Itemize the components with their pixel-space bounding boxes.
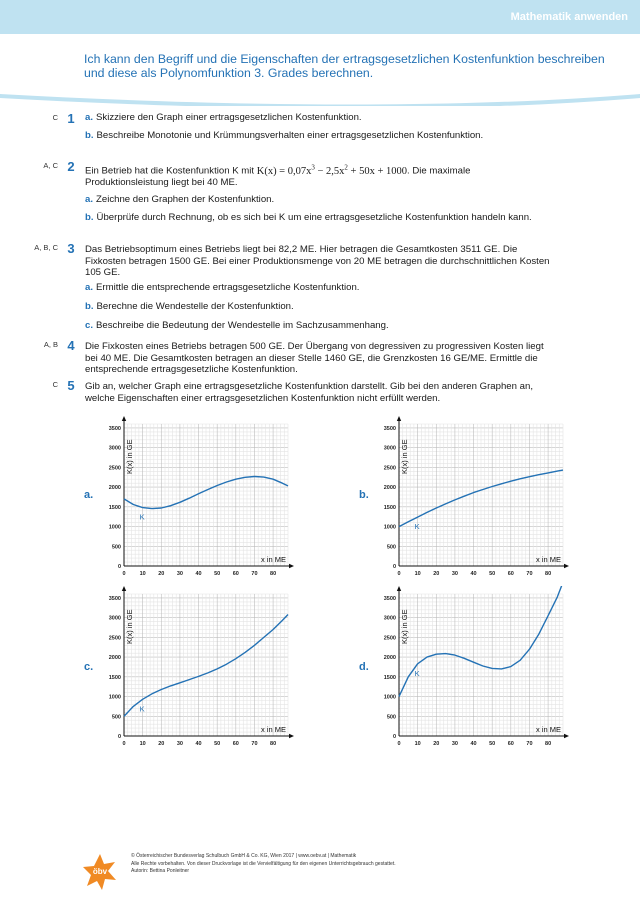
- footer-rights: Alle Rechte vorbehalten. Von dieser Druckvorlage ist die Vervielfältigung für den eigenen Unterrichtsgebrauch gestattet.: [131, 860, 396, 867]
- x-tick-label: 40: [195, 741, 202, 747]
- x-tick-label: 70: [251, 571, 258, 577]
- x-tick-label: 0: [122, 571, 126, 577]
- task-text: [85, 162, 555, 189]
- formula-part: K(x) = 0,07x: [256, 165, 312, 177]
- task-number: 3: [67, 241, 75, 256]
- y-tick-label: 3000: [108, 445, 121, 452]
- chart-label-a: a.: [84, 489, 94, 501]
- y-tick-label: 2000: [383, 485, 396, 492]
- page-title: Ich kann den Begriff und die Eigenschaften der ertragsgesetzlichen Kostenfunktion beschreiben und diese als Polynomfunktion 3. Grades berechnen.: [84, 52, 605, 80]
- chart-a: [100, 416, 294, 578]
- sub-text: Überprüfe durch Rechnung, ob es sich bei K um eine ertragsgesetzliche Kostenfunktion handeln kann.: [96, 212, 532, 223]
- x-tick-label: 80: [270, 741, 277, 747]
- x-tick-label: 50: [214, 741, 221, 747]
- y-tick-label: 2500: [108, 465, 121, 472]
- cost-formula: [256, 163, 407, 177]
- y-axis-label: K(x) in GE: [400, 439, 409, 474]
- y-tick-label: 1500: [108, 504, 121, 511]
- y-tick-label: 0: [392, 564, 396, 570]
- x-tick-label: 80: [270, 571, 277, 577]
- task-sub-item: [85, 212, 565, 224]
- x-tick-label: 50: [489, 741, 496, 747]
- x-tick-label: 50: [214, 571, 221, 577]
- sub-letter: b.: [85, 130, 94, 141]
- x-tick-label: 30: [451, 741, 458, 747]
- y-axis-arrow: [122, 416, 126, 421]
- sub-text: Ermittle die entsprechende ertragsgesetzliche Kostenfunktion.: [96, 282, 360, 293]
- task-text-after: . Die maximale Produktionsleistung liegt bei 40 ME.: [85, 165, 471, 188]
- y-tick-label: 500: [111, 714, 121, 721]
- y-tick-label: 3000: [383, 445, 396, 452]
- task-category: A, C: [43, 161, 58, 170]
- task-number: 2: [67, 159, 75, 174]
- y-tick-label: 2500: [383, 635, 396, 642]
- y-tick-label: 2000: [108, 485, 121, 492]
- task-number: 1: [67, 111, 75, 126]
- series-label-k: K: [139, 512, 145, 522]
- footer-author: Autorin: Bettina Ponleitner: [131, 868, 190, 874]
- y-tick-label: 3500: [108, 425, 121, 432]
- y-tick-label: 0: [392, 734, 396, 740]
- footer-text: [131, 853, 396, 876]
- task-sub-item: [85, 130, 565, 142]
- x-tick-label: 40: [195, 571, 202, 577]
- formula-exponent: 3: [311, 163, 315, 171]
- sub-letter: a.: [85, 282, 94, 293]
- x-tick-label: 10: [414, 571, 421, 577]
- x-tick-label: 70: [526, 571, 533, 577]
- x-tick-label: 40: [470, 571, 477, 577]
- task-category: C: [52, 113, 58, 122]
- y-tick-label: 3500: [383, 425, 396, 432]
- y-tick-label: 500: [386, 544, 396, 551]
- x-tick-label: 60: [507, 571, 514, 577]
- chart-label-b: b.: [359, 489, 369, 501]
- x-axis-arrow: [289, 734, 294, 738]
- x-tick-label: 50: [489, 571, 496, 577]
- x-axis-arrow: [564, 564, 569, 568]
- sub-letter: b.: [85, 301, 94, 312]
- x-axis-label: x in ME: [260, 725, 286, 734]
- y-tick-label: 2500: [383, 465, 396, 472]
- chart-label-c: c.: [84, 661, 94, 673]
- logo-text: öbv: [92, 867, 108, 876]
- x-tick-label: 30: [451, 571, 458, 577]
- sub-text: Berechne die Wendestelle der Kostenfunktion.: [96, 301, 294, 312]
- task-text: Gib an, welcher Graph eine ertragsgesetzliche Kostenfunktion darstellt. Gib bei den anderen Graphen an, welche Eigenschaften einer ertragsgesetzlichen Kostenfunktion nicht erfüllt werden.: [85, 381, 533, 404]
- x-tick-label: 20: [158, 741, 165, 747]
- y-tick-label: 0: [117, 734, 121, 740]
- sub-letter: a.: [85, 194, 94, 205]
- task-sub-item: [85, 112, 565, 124]
- x-tick-label: 20: [433, 571, 440, 577]
- y-tick-label: 3500: [383, 595, 396, 602]
- x-axis-arrow: [564, 734, 569, 738]
- x-tick-label: 20: [158, 571, 165, 577]
- y-tick-label: 3000: [108, 615, 121, 622]
- x-tick-label: 10: [139, 571, 146, 577]
- task-number: 4: [67, 338, 75, 353]
- task-sub-item: [85, 282, 565, 294]
- footer-copyright: © Österreichischer Bundesverlag Schulbuch GmbH & Co. KG, Wien 2017 | www.oebv.at | Mathematik: [131, 853, 357, 859]
- y-tick-label: 3500: [108, 595, 121, 602]
- y-tick-label: 3000: [383, 615, 396, 622]
- x-tick-label: 70: [526, 741, 533, 747]
- y-tick-label: 1000: [383, 524, 396, 531]
- chart-d: [375, 586, 569, 748]
- sub-text: Beschreibe Monotonie und Krümmungsverhalten einer ertragsgesetzlichen Kostenfunktion.: [96, 130, 484, 141]
- task-category: A, B: [43, 340, 58, 349]
- x-axis-label: x in ME: [535, 725, 561, 734]
- task-category: A, B, C: [34, 243, 58, 252]
- formula-part: + 50x + 1000: [347, 165, 407, 177]
- x-tick-label: 60: [507, 741, 514, 747]
- x-tick-label: 60: [232, 741, 239, 747]
- y-axis-arrow: [122, 586, 126, 591]
- y-tick-label: 1000: [108, 694, 121, 701]
- series-label-k: K: [414, 668, 420, 678]
- y-tick-label: 1500: [383, 504, 396, 511]
- formula-part: − 2,5x: [314, 165, 345, 177]
- x-tick-label: 30: [176, 571, 183, 577]
- x-axis-label: x in ME: [535, 555, 561, 564]
- task-text: Die Fixkosten eines Betriebs betragen 500 GE. Der Übergang von degressiven zu progressiven Kosten liegt bei 40 ME. Die Gesamtkosten betragen an dieser Stelle 1460 GE, die Grenzkosten 16 GE/ME. Ermittle die entsprechende ertragsgesetzliche Kostenfunktion.: [85, 341, 544, 375]
- sub-text: Skizziere den Graph einer ertragsgesetzlichen Kostenfunktion.: [96, 112, 362, 123]
- chart-c: [100, 586, 294, 748]
- x-tick-label: 80: [545, 571, 552, 577]
- y-axis-label: K(x) in GE: [125, 439, 134, 474]
- y-tick-label: 2000: [108, 655, 121, 662]
- y-axis-arrow: [397, 416, 401, 421]
- sub-letter: c.: [85, 320, 94, 331]
- y-axis-label: K(x) in GE: [400, 609, 409, 644]
- sub-letter: a.: [85, 112, 94, 123]
- oebv-logo: [82, 852, 118, 892]
- formula-exponent: 2: [344, 163, 348, 171]
- series-label-k: K: [139, 704, 145, 714]
- sub-text: Beschreibe die Bedeutung der Wendestelle im Sachzusammenhang.: [96, 320, 389, 331]
- task-text: Das Betriebsoptimum eines Betriebs liegt bei 82,2 ME. Hier betragen die Gesamtkosten 3511 GE. Die Fixkosten betragen 1500 GE. Bei einer Produktionsmenge von 20 ME betragen die durchschnittlichen Kosten 105 GE.: [85, 244, 550, 278]
- y-tick-label: 1000: [108, 524, 121, 531]
- x-tick-label: 0: [397, 741, 401, 747]
- x-tick-label: 70: [251, 741, 258, 747]
- x-tick-label: 80: [545, 741, 552, 747]
- x-tick-label: 30: [176, 741, 183, 747]
- x-tick-label: 0: [397, 571, 401, 577]
- sub-text: Zeichne den Graphen der Kostenfunktion.: [96, 194, 275, 205]
- y-tick-label: 2000: [383, 655, 396, 662]
- y-tick-label: 500: [111, 544, 121, 551]
- y-tick-label: 1500: [383, 674, 396, 681]
- x-tick-label: 0: [122, 741, 126, 747]
- top-bar: [0, 0, 640, 34]
- y-axis-label: K(x) in GE: [125, 609, 134, 644]
- task-number: 5: [67, 378, 75, 393]
- section-label: Mathematik anwenden: [510, 11, 628, 23]
- chart-b: [375, 416, 569, 578]
- x-tick-label: 60: [232, 571, 239, 577]
- task-sub-item: [85, 301, 565, 313]
- y-tick-label: 1500: [108, 674, 121, 681]
- x-tick-label: 40: [470, 741, 477, 747]
- x-axis-label: x in ME: [260, 555, 286, 564]
- y-tick-label: 1000: [383, 694, 396, 701]
- x-axis-arrow: [289, 564, 294, 568]
- y-tick-label: 500: [386, 714, 396, 721]
- x-tick-label: 10: [139, 741, 146, 747]
- x-tick-label: 10: [414, 741, 421, 747]
- task-sub-item: [85, 320, 565, 332]
- task-category: C: [52, 380, 58, 389]
- chart-label-d: d.: [359, 661, 369, 673]
- y-tick-label: 0: [117, 564, 121, 570]
- task-text-before: Ein Betrieb hat die Kostenfunktion K mit: [85, 165, 255, 177]
- task-sub-item: [85, 194, 565, 206]
- y-axis-arrow: [397, 586, 401, 591]
- series-label-k: K: [414, 522, 420, 532]
- y-tick-label: 2500: [108, 635, 121, 642]
- x-tick-label: 20: [433, 741, 440, 747]
- sub-letter: b.: [85, 212, 94, 223]
